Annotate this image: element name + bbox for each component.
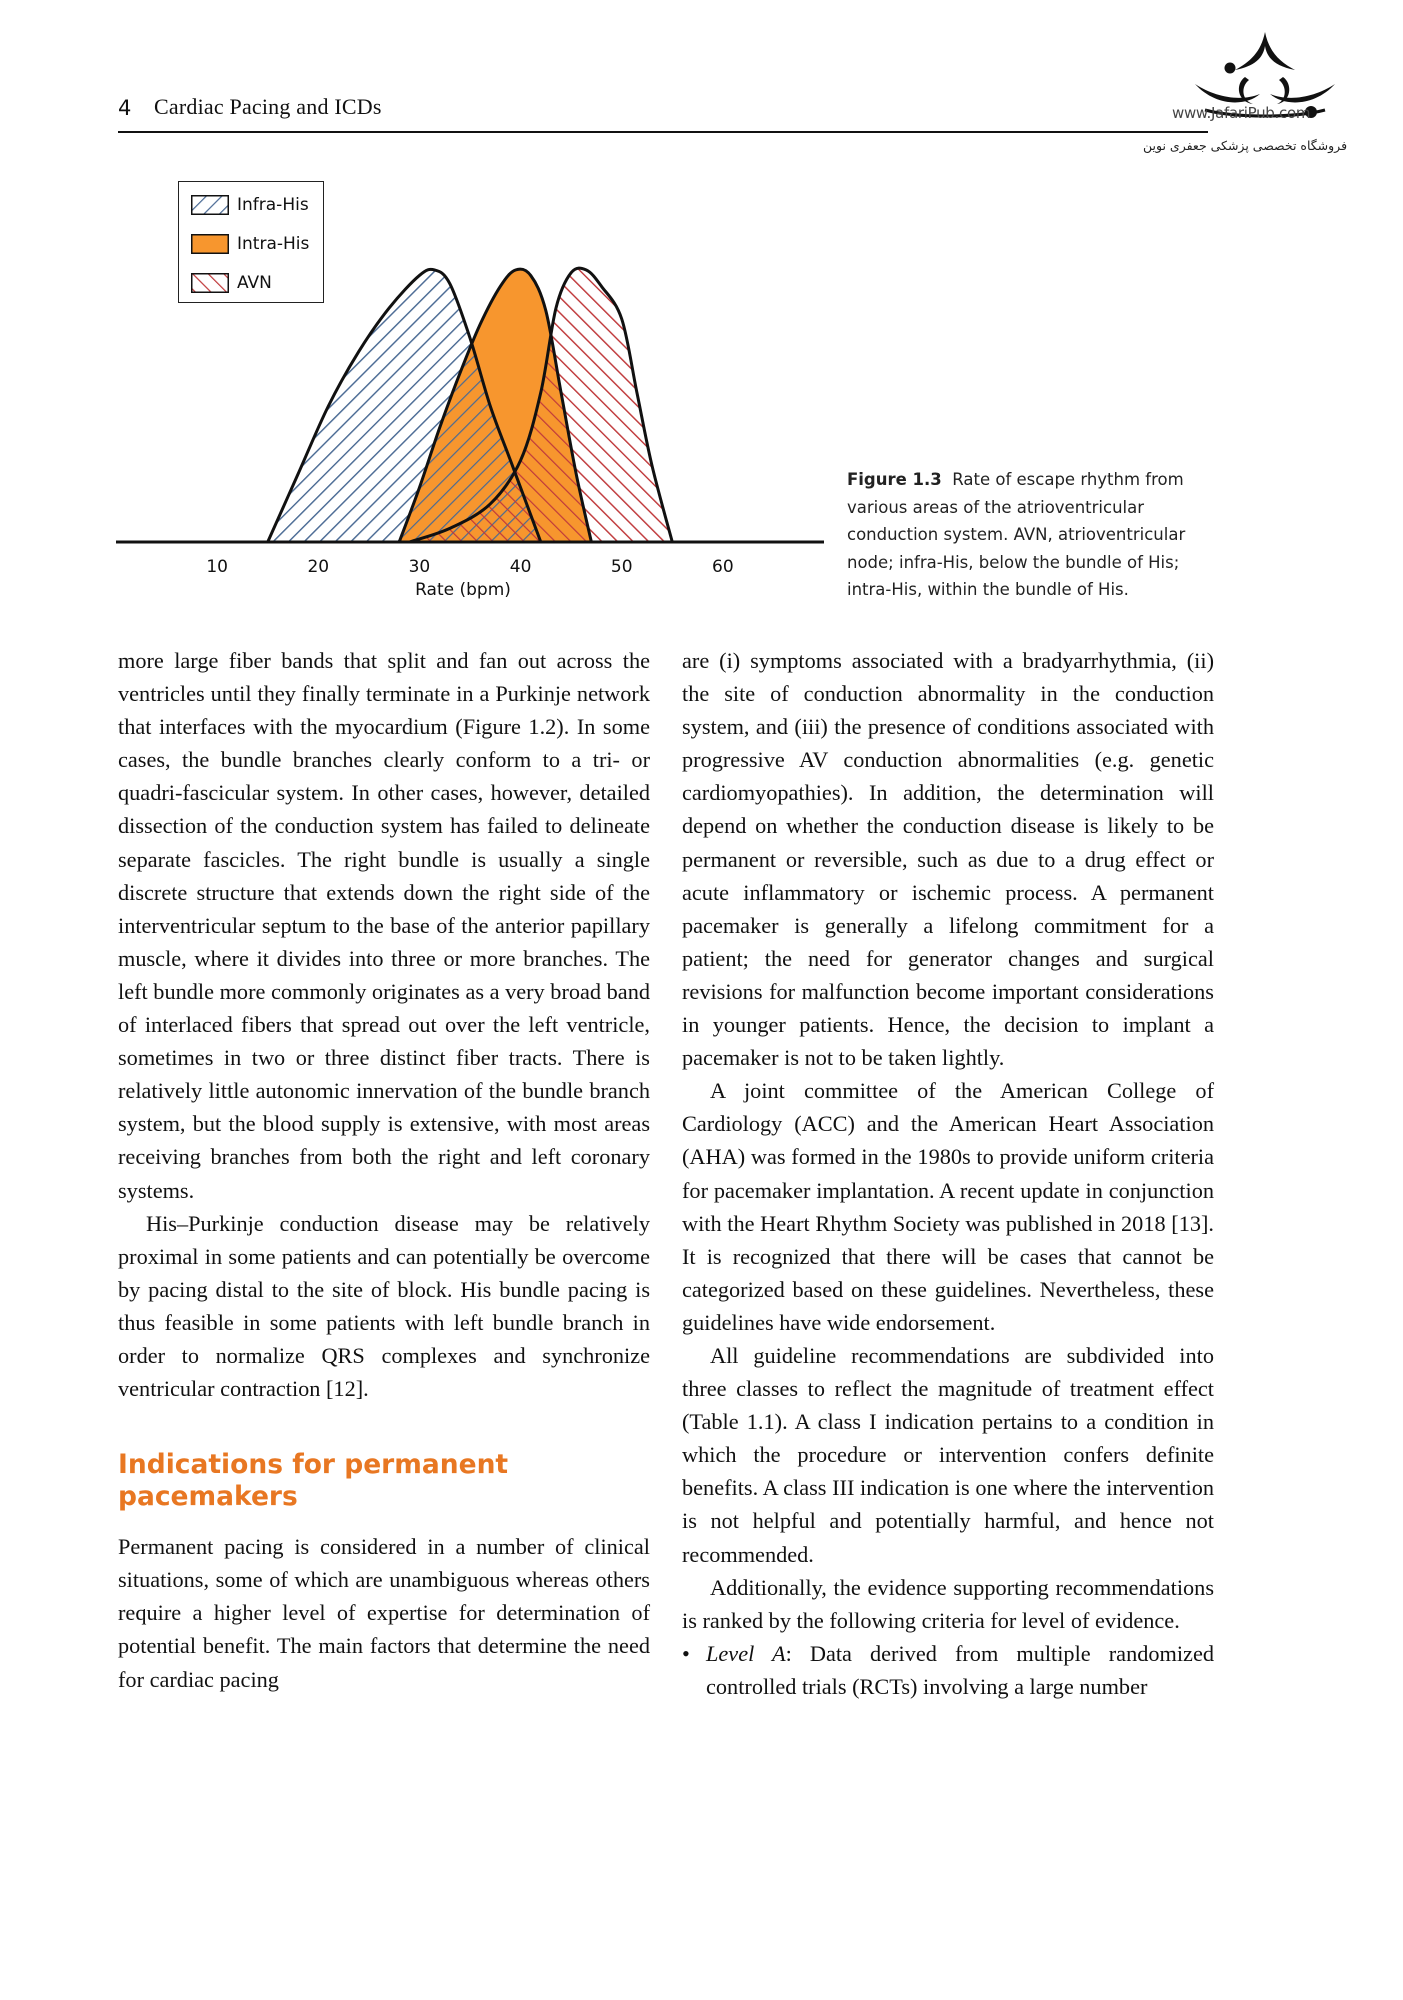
running-header [118, 94, 1258, 134]
figure-caption-text: Rate of escape rhythm from various areas of the atrioventricular conduction system. AVN, atrioventricular node; infra-His, below the bundle of His; intra-His, within the bundle of His. [847, 470, 1186, 599]
list-item [682, 1637, 1214, 1703]
x-tick-label: 10 [206, 557, 228, 577]
legend-label: AVN [237, 273, 272, 293]
body-column-left [118, 644, 650, 1696]
tick-layer [206, 557, 733, 577]
x-tick-label: 60 [712, 557, 734, 577]
paragraph: Additionally, the evidence supporting recommendations is ranked by the following criteria for level of evidence. [682, 1574, 1214, 1633]
paragraph: more large fiber bands that split and fan out across the ventricles until they finally terminate in a Purkinje network that interfaces with the myocardium (Figure 1.2). In some cases, the bundle branches clearly conform to a tri- or quadri-fascicular system. In other cases, however, detailed dissection of the conduction system has failed to delineate separate fascicles. The right bundle is usually a single discrete structure that extends down the right side of the interventricular septum to the base of the anterior papillary muscle, where it divides into three or more branches. The left bundle more commonly originates as a very broad band of interlaced fibers that spread out over the left ventricle, sometimes in two or three distinct fiber tracts. There is relatively little autonomic innervation of the bundle branch system, but the blood supply is extensive, with most areas receiving branches from both the right and left coronary systems. [118, 648, 650, 1203]
x-tick-label: 50 [610, 557, 633, 577]
legend-label: Infra-His [237, 195, 309, 215]
running-title: Cardiac Pacing and ICDs [154, 94, 382, 119]
avn-swatch-icon [191, 273, 229, 293]
section-heading: Indications for permanent pacemakers [118, 1449, 509, 1513]
publisher-tagline: فروشگاه تخصصی پزشکی جعفری نوین [1143, 138, 1348, 153]
page-number: 4 [118, 96, 132, 120]
legend-item-intra-his [191, 233, 309, 255]
header-rule [118, 131, 1208, 133]
paragraph: A joint committee of the American College of Cardiology (ACC) and the American Heart Association (AHA) was formed in the 1980s to provide uniform criteria for pacemaker implantation. A recent update in conjunction with the Heart Rhythm Society was published in 2018 [13]. It is recognized that there will be cases that cannot be categorized based on these guidelines. Nevertheless, these guidelines have wide endorsement. [682, 1078, 1214, 1335]
x-tick-label: 30 [408, 557, 431, 577]
chart-legend [178, 181, 324, 303]
bullet-lead: Level A [706, 1640, 786, 1666]
x-axis-label: Rate (bpm) [415, 580, 511, 600]
intra-his-swatch-icon [191, 234, 229, 254]
legend-item-avn [191, 272, 272, 294]
paragraph: Permanent pacing is considered in a number of clinical situations, some of which are unambiguous whereas others require a higher level of expertise for determination of potential benefit. The main factors that determine the need for cardiac pacing [118, 1534, 650, 1692]
figure-label: Figure 1.3 [847, 470, 942, 489]
body-column-right [682, 644, 1214, 1703]
figure-caption [847, 466, 1227, 604]
paragraph: are (i) symptoms associated with a bradyarrhythmia, (ii) the site of conduction abnormality in the conduction system, and (iii) the presence of conditions associated with progressive AV conduction abnormalities (e.g. genetic cardiomyopathies). In addition, the determination will depend on whether the conduction disease is likely to be permanent or reversible, such as due to a drug effect or acute inflammatory or ischemic process. A permanent pacemaker is generally a lifelong commitment for a patient; the need for generator changes and surgical revisions for malfunction become important considerations in younger patients. Hence, the decision to implant a pacemaker is not to be taken lightly. [682, 648, 1214, 1071]
bullet-text: : Data derived from multiple randomized controlled trials (RCTs) involving a large number [706, 1640, 1214, 1699]
paragraph: His–Purkinje conduction disease may be relatively proximal in some patients and can potentially be overcome by pacing distal to the site of block. His bundle pacing is thus feasible in some patients with left bundle branch in order to normalize QRS complexes and synchronize ventricular contraction [12]. [118, 1210, 650, 1402]
x-tick-label: 40 [509, 557, 532, 577]
paragraph: All guideline recommendations are subdivided into three classes to reflect the magnitude of treatment effect (Table 1.1). A class I indication pertains to a condition in which the procedure or intervention confers definite benefits. A class III indication is one where the intervention is not helpful and potentially harmful, and hence not recommended. [682, 1342, 1214, 1567]
infra-his-swatch-icon [191, 195, 229, 215]
x-tick-label: 20 [307, 557, 330, 577]
legend-item-infra-his [191, 194, 309, 216]
legend-label: Intra-His [237, 234, 310, 254]
publisher-url: www.JafariPub.com [1172, 104, 1311, 122]
